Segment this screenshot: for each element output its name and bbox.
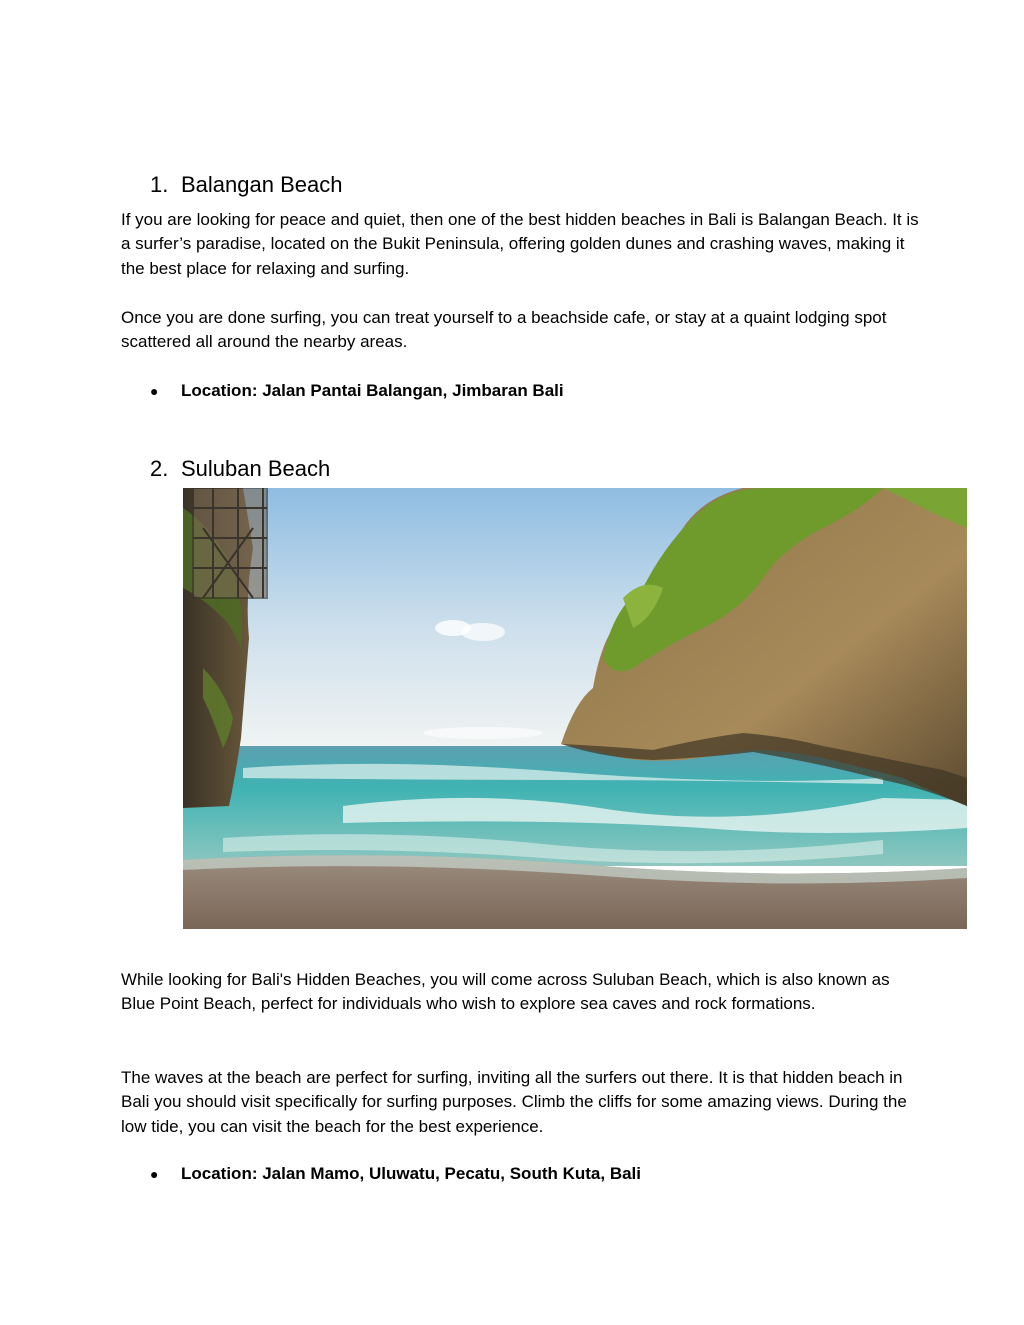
section-heading-balangan (150, 172, 342, 198)
section-number: 1. (150, 172, 169, 197)
section-title: Balangan Beach (181, 172, 343, 197)
paragraph-suluban-surfing: The waves at the beach are perfect for surfing, inviting all the surfers out there. It is that hidden beach in Bali you should visit specifically for surfing purposes. Climb the cliffs for some amazing views. During the low tide, you can visit the beach for the best experience. (121, 1068, 907, 1136)
paragraph-balangan-cafe: Once you are done surfing, you can treat yourself to a beachside cafe, or stay at a quaint lodging spot scattered all around the nearby areas. (121, 308, 887, 352)
location-item-suluban (150, 1163, 641, 1185)
bullet-icon: ● (150, 383, 159, 399)
section-heading-suluban (150, 456, 330, 482)
section-number: 2. (150, 456, 169, 481)
location-text: Location: Jalan Mamo, Uluwatu, Pecatu, South Kuta, Bali (181, 1164, 641, 1183)
location-item-balangan (150, 380, 564, 402)
location-text: Location: Jalan Pantai Balangan, Jimbaran Bali (181, 381, 564, 400)
paragraph-suluban-intro: While looking for Bali's Hidden Beaches, you will come across Suluban Beach, which is also known as Blue Point Beach, perfect for individuals who wish to explore sea caves and rock formations. (121, 970, 890, 1014)
paragraph-balangan-intro: If you are looking for peace and quiet, then one of the best hidden beaches in Bali is Balangan Beach. It is a surfer’s paradise, located on the Bukit Peninsula, offering golden dunes and crashing waves, making it the best place for relaxing and surfing. (121, 210, 919, 278)
section-title: Suluban Beach (181, 456, 331, 481)
suluban-beach-photo (183, 488, 967, 929)
bullet-icon: ● (150, 1166, 159, 1182)
